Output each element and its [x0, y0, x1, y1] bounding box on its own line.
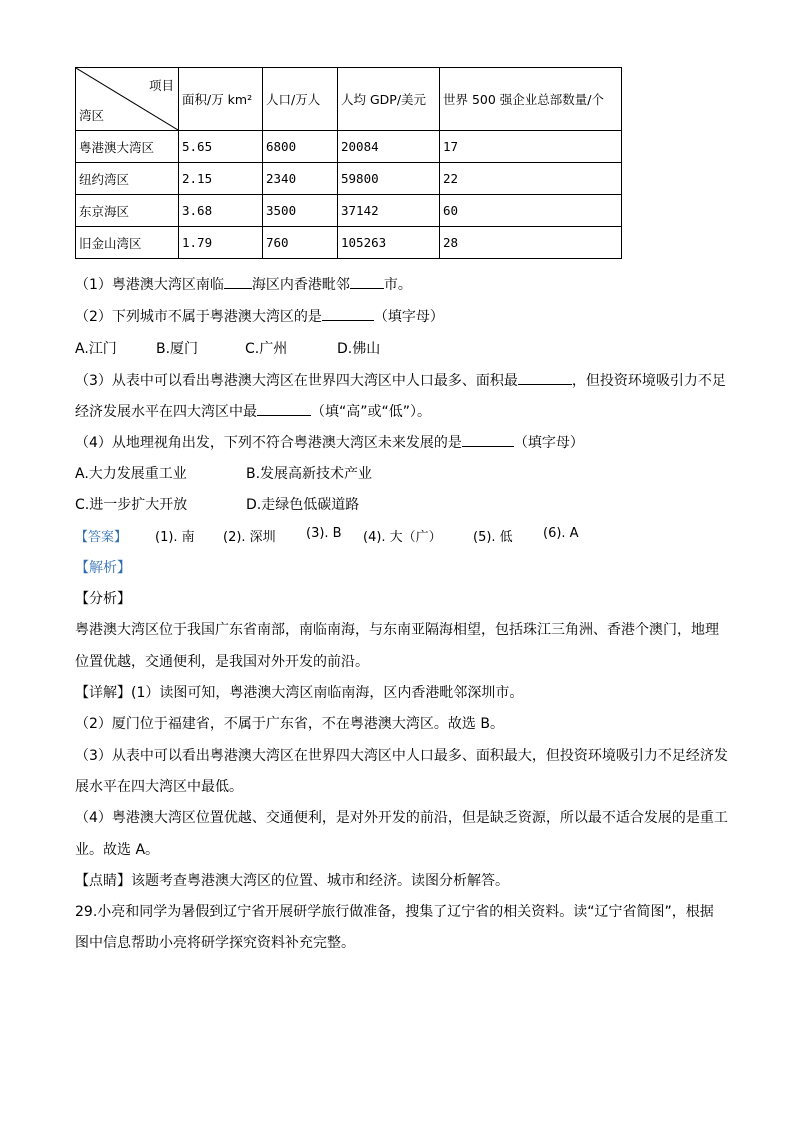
fenxi-text-line-2: 位置优越，交通便利，是我国对外开发的前沿。	[75, 654, 369, 670]
option-b: B.发展高新技术产业	[246, 466, 373, 482]
answer-blank	[518, 372, 572, 385]
firms-value: 60	[440, 195, 622, 227]
region-name: 纽约湾区	[76, 163, 179, 195]
option-d: D.走绿色低碳道路	[246, 497, 360, 513]
firms-value: 28	[440, 227, 622, 259]
table-row	[76, 227, 622, 259]
analysis-label: 【解析】	[75, 560, 131, 576]
answer-item: (4). 大（广）	[363, 530, 442, 545]
header-region-label: 湾区	[79, 108, 105, 123]
question-1: （1）粤港澳大湾区南临 海区内香港毗邻 市。	[75, 277, 412, 293]
column-header-gdp: 人均 GDP/美元	[338, 68, 440, 131]
question-3-line-2: 经济发展水平在四大湾区中最 （填“高”或“低”）。	[75, 404, 432, 420]
option-c: C.进一步扩大开放	[75, 497, 188, 513]
table-row	[76, 131, 622, 163]
fenxi-label: 【分析】	[75, 591, 131, 607]
bay-area-table	[75, 67, 622, 259]
column-header-area: 面积/万 km²	[179, 68, 263, 131]
gdp-value: 59800	[338, 163, 440, 195]
option-c: C.广州	[245, 341, 288, 357]
answer-item: (5). 低	[473, 530, 513, 545]
column-header-population: 人口/万人	[263, 68, 338, 131]
area-value: 2.15	[179, 163, 263, 195]
table-row	[76, 163, 622, 195]
gdp-value: 37142	[338, 195, 440, 227]
question-29-line-1: 29.小亮和同学为暑假到辽宁省开展研学旅行做准备，搜集了辽宁省的相关资料。读“辽宁省简图”，根据	[75, 904, 714, 920]
detail-line-2: （2）厦门位于福建省，不属于广东省，不在粤港澳大湾区。故选 B。	[75, 716, 504, 732]
detail-line-1: 【详解】(1）读图可知，粤港澳大湾区南临南海，区内香港毗邻深圳市。	[75, 685, 524, 701]
answer-item: (3). B	[306, 526, 342, 541]
answer-label: 【答案】	[75, 530, 128, 545]
region-name: 粤港澳大湾区	[76, 131, 179, 163]
gdp-value: 20084	[338, 131, 440, 163]
area-value: 3.68	[179, 195, 263, 227]
answer-blank	[257, 403, 311, 416]
option-d: D.佛山	[337, 341, 381, 357]
answer-item: (6). A	[543, 526, 579, 541]
answer-blank	[350, 276, 384, 289]
population-value: 6800	[263, 131, 338, 163]
area-value: 1.79	[179, 227, 263, 259]
answer-blank	[462, 434, 514, 447]
answer-item: (2). 深圳	[223, 530, 276, 545]
question-2: （2）下列城市不属于粤港澳大湾区的是 （填字母）	[75, 309, 444, 325]
detail-line-3a: （3）从表中可以看出粤港澳大湾区在世界四大湾区中人口最多、面积最大，但投资环境吸引力不足经济发	[75, 748, 728, 764]
gdp-value: 105263	[338, 227, 440, 259]
diagonal-header-cell	[76, 68, 179, 131]
population-value: 760	[263, 227, 338, 259]
table-row	[76, 195, 622, 227]
dianjing-label: 【点睛】	[75, 873, 131, 889]
dianjing-line: 【点睛】该题考查粤港澳大湾区的位置、城市和经济。读图分析解答。	[75, 873, 509, 889]
question-29-line-2: 图中信息帮助小亮将研学探究资料补充完整。	[75, 935, 355, 951]
answer-blank	[224, 276, 252, 289]
firms-value: 22	[440, 163, 622, 195]
answer-item: (1). 南	[155, 530, 195, 545]
question-4: （4）从地理视角出发，下列不符合粤港澳大湾区未来发展的是 （填字母）	[75, 435, 584, 451]
column-header-firms: 世界 500 强企业总部数量/个	[440, 68, 622, 131]
detail-line-4a: （4）粤港澳大湾区位置优越、交通便利，是对外开发的前沿，但是缺乏资源，所以最不适合发展的是重工	[75, 810, 728, 826]
option-a: A.大力发展重工业	[75, 466, 187, 482]
firms-value: 17	[440, 131, 622, 163]
region-name: 东京海区	[76, 195, 179, 227]
detail-line-4b: 业。故选 A。	[75, 842, 160, 858]
region-name: 旧金山湾区	[76, 227, 179, 259]
option-a: A.江门	[75, 341, 117, 357]
population-value: 2340	[263, 163, 338, 195]
table-header-row	[76, 68, 622, 131]
fenxi-text-line-1: 粤港澳大湾区位于我国广东省南部，南临南海，与东南亚隔海相望，包括珠江三角洲、香港个澳门，地理	[75, 622, 719, 638]
population-value: 3500	[263, 195, 338, 227]
option-b: B.厦门	[156, 341, 199, 357]
question-3-line-1: （3）从表中可以看出粤港澳大湾区在世界四大湾区中人口最多、面积最 ，但投资环境吸引力不足	[75, 373, 726, 389]
area-value: 5.65	[179, 131, 263, 163]
detail-line-3b: 展水平在四大湾区中最低。	[75, 779, 243, 795]
detail-label: 【详解】	[75, 685, 131, 701]
answer-blank	[322, 308, 374, 321]
header-item-label: 项目	[148, 78, 174, 93]
